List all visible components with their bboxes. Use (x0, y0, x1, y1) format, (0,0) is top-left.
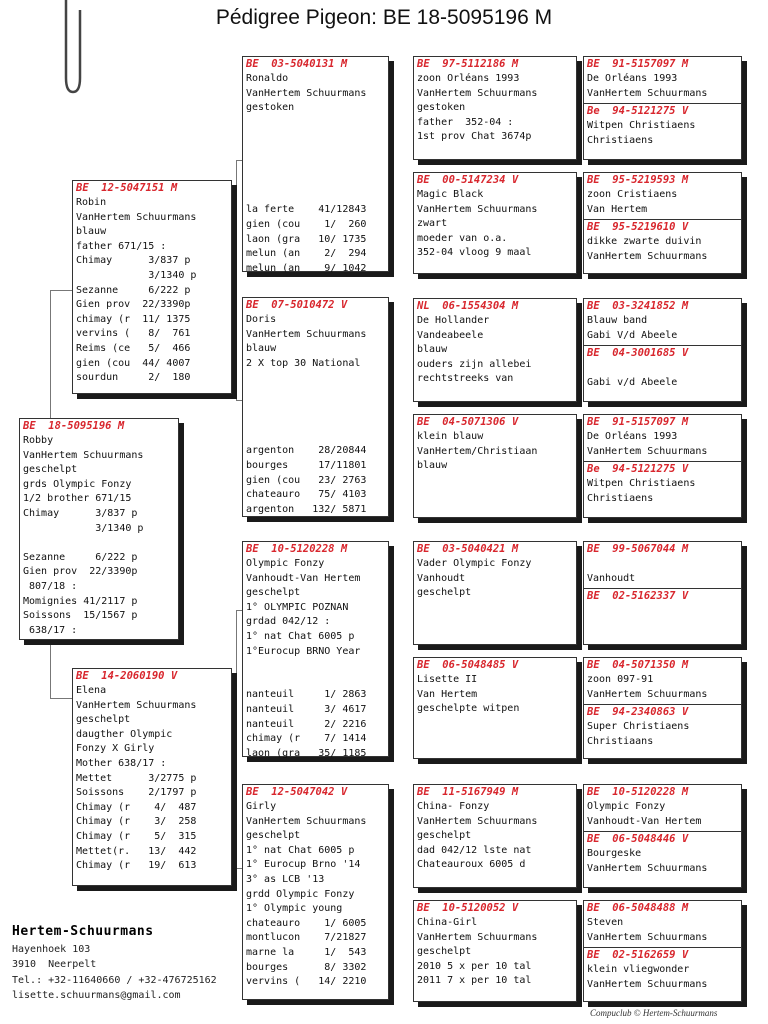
detail-line: Mettet 3/2775 p (76, 772, 197, 784)
detail-line: Christiaans (587, 735, 654, 747)
pigeon-details (584, 314, 741, 343)
detail-line: Robin (76, 197, 107, 208)
detail-line: VanHertem Schuurmans (587, 862, 708, 874)
detail-line: marne la 1/ 543 (246, 946, 367, 958)
detail-line: De Orléans 1993 (587, 431, 678, 442)
detail-line: Girly (246, 801, 277, 812)
detail-line: VanHertem Schuurmans (23, 449, 144, 461)
ring-number: Be 94-5121275 V (587, 105, 689, 118)
detail-line: Chimay 3/837 p (76, 255, 191, 267)
breeder-email[interactable]: lisette.schuurmans@gmail.com (12, 989, 181, 1001)
detail-line (246, 174, 388, 189)
pigeon-details (243, 800, 388, 990)
detail-line: VanHertem Schuurmans (587, 978, 708, 990)
pigeon-details (584, 720, 741, 749)
detail-line: argenton 28/20844 (246, 445, 367, 457)
detail-line: De Orléans 1993 (587, 73, 678, 84)
detail-line: dad 042/12 lste nat (417, 844, 532, 856)
detail-line: bourges 8/ 3302 (246, 961, 367, 973)
detail-line (246, 386, 388, 401)
detail-line: melun (an 9/ 1042 (246, 262, 367, 274)
pigeon-details (243, 313, 388, 517)
detail-line: 807/18 : (23, 580, 78, 592)
ring-number: BE 03-3241852 M (587, 300, 689, 312)
detail-line: Gien prov 22/3390p (76, 299, 191, 311)
detail-line: VanHertem Schuurmans (417, 815, 538, 827)
detail-line (587, 557, 741, 572)
detail-line: geschelpt (246, 587, 301, 599)
detail-line: 1° nat Chat 6005 p (246, 630, 355, 642)
ring-number: BE 04-5071306 V (417, 416, 519, 428)
detail-line: moeder van o.a. (417, 232, 508, 244)
detail-line: melun (an 2/ 294 (246, 248, 367, 260)
detail-line: zoon 097-91 (587, 674, 654, 685)
pigeon-details (584, 557, 741, 586)
detail-line (246, 130, 388, 145)
detail-line: chateauro 1/ 6005 (246, 917, 367, 929)
detail-line: VanHertem Schuurmans (246, 328, 367, 340)
ring-number: BE 97-5112186 M (417, 58, 519, 70)
pigeon-details (414, 800, 576, 873)
detail-line: 1° Eurocup Brno '14 (246, 859, 361, 871)
detail-line (246, 116, 388, 131)
pigeon-pair-3 (583, 298, 742, 402)
pigeon-card-ggp-8 (413, 900, 577, 1002)
detail-line: De Hollander (417, 315, 490, 326)
detail-line: VanHertem Schuurmans (76, 211, 197, 223)
detail-line: gestoken (417, 102, 466, 114)
breeder-phone: Tel.: +32-11640660 / +32-476725162 (12, 974, 217, 986)
pigeon-details (584, 188, 741, 217)
detail-line (246, 674, 388, 689)
pair-divider (584, 461, 741, 506)
detail-line: VanHertem Schuurmans (417, 931, 538, 943)
detail-line: 638/17 : (23, 624, 78, 636)
pigeon-details (584, 119, 741, 148)
detail-line: Lisette II (417, 674, 478, 685)
detail-line: Vanhoudt (587, 572, 636, 584)
pigeon-details (243, 557, 388, 761)
detail-line: geschelpt (417, 587, 472, 599)
pigeon-card-subject (19, 418, 179, 640)
detail-line (246, 189, 388, 204)
detail-line: Chateauroux 6005 d (417, 859, 526, 871)
detail-line: Super Christiaens (587, 721, 690, 733)
detail-line: Chimay (r 5/ 315 (76, 830, 197, 842)
detail-line: Witpen Christiaens (587, 120, 696, 132)
pigeon-pair-2 (583, 172, 742, 274)
pigeon-card-gp-sire-sire (242, 56, 389, 272)
detail-line: sourdun 2/ 180 (76, 372, 191, 384)
detail-line: klein blauw (417, 431, 484, 442)
detail-line: zoon Orléans 1993 (417, 73, 520, 84)
detail-line: 352-04 vloog 9 maal (417, 247, 532, 259)
detail-line: Olympic Fonzy (246, 558, 325, 569)
pigeon-details (584, 72, 741, 101)
detail-line: grdd Olympic Fonzy (246, 888, 355, 900)
detail-line: Reims (ce 5/ 466 (76, 342, 191, 354)
detail-line (246, 371, 388, 386)
pigeon-details (414, 916, 576, 989)
detail-line: zwart (417, 218, 448, 230)
detail-line: Christiaens (587, 492, 654, 504)
ring-number: BE 04-5071350 M (587, 659, 689, 671)
detail-line: father 352-04 : (417, 116, 514, 128)
pigeon-card-gp-dam-sire (242, 541, 389, 757)
detail-line: 2011 7 x per 10 tal (417, 975, 532, 987)
detail-line: daugther Olympic (76, 728, 173, 740)
detail-line: zoon Cristiaens (587, 189, 678, 200)
detail-line: VanHertem Schuurmans (246, 87, 367, 99)
pair-divider (584, 831, 741, 876)
pair-divider (584, 704, 741, 749)
ring-number: BE 03-5040421 M (417, 543, 519, 555)
detail-line: nanteuil 3/ 4617 (246, 703, 367, 715)
detail-line: blauw (417, 344, 448, 356)
ring-number: NL 06-1554304 M (417, 300, 519, 312)
detail-line: geschelpt (23, 464, 78, 476)
ring-number: BE 99-5067044 M (587, 543, 689, 555)
page-title: Pédigree Pigeon: BE 18-5095196 M (215, 6, 553, 29)
pigeon-details (584, 800, 741, 829)
ring-number: BE 12-5047151 M (76, 182, 178, 194)
pair-divider (584, 345, 741, 390)
pigeon-details (73, 684, 231, 874)
detail-line: la ferte 41/12843 (246, 204, 367, 216)
pigeon-card-ggp-4 (413, 414, 577, 518)
detail-line: 1°Eurocup BRNO Year (246, 645, 361, 657)
pigeon-pair-4 (583, 414, 742, 518)
pigeon-details (584, 916, 741, 945)
detail-line: VanHertem Schuurmans (587, 931, 708, 943)
detail-line: 1° OLYMPIC POZNAN (246, 601, 349, 613)
detail-line: klein vliegwonder (587, 964, 690, 976)
ring-number: BE 06-5048485 V (417, 659, 519, 671)
detail-line: grds Olympic Fonzy (23, 478, 132, 490)
detail-line: Ronaldo (246, 73, 289, 84)
detail-line: China-Girl (417, 917, 478, 928)
detail-line: blauw (246, 343, 277, 355)
detail-line (587, 361, 741, 376)
pigeon-pair-7 (583, 784, 742, 888)
pigeon-pair-5 (583, 541, 742, 645)
detail-line: VanHertem Schuurmans (417, 87, 538, 99)
detail-line: bourges 17/11801 (246, 459, 367, 471)
detail-line: 3/1340 p (76, 269, 197, 281)
detail-line: Olympic Fonzy (587, 801, 666, 812)
detail-line: VanHertem Schuurmans (587, 688, 708, 700)
ring-number: BE 95-5219610 V (587, 221, 689, 234)
ring-number: BE 07-5010472 V (246, 299, 348, 311)
detail-line: 1° nat Chat 6005 p (246, 844, 355, 856)
detail-line: gien (cou 44/ 4007 (76, 357, 191, 369)
pigeon-details (414, 430, 576, 474)
breeder-address: Hayenhoek 103 (12, 944, 91, 956)
ring-number: BE 10-5120052 V (417, 902, 519, 914)
detail-line: 3/1340 p (23, 522, 144, 534)
pigeon-details (584, 673, 741, 702)
pigeon-card-gp-dam-dam (242, 784, 389, 1000)
detail-line: geschelpt (246, 830, 301, 842)
ring-number: BE 91-5157097 M (587, 58, 689, 70)
detail-line (246, 659, 388, 674)
pigeon-details (20, 434, 178, 638)
detail-line: Momignies 41/2117 p (23, 595, 138, 607)
paperclip-icon (58, 0, 88, 96)
ring-number: BE 91-5157097 M (587, 416, 689, 428)
detail-line: Witpen Christiaens (587, 478, 696, 490)
detail-line: laon (gra 35/ 1185 (246, 747, 367, 759)
detail-line: Soissons 2/1797 p (76, 787, 197, 799)
pigeon-details (414, 673, 576, 717)
detail-line: Steven (587, 917, 624, 928)
detail-line: Chimay (r 3/ 258 (76, 816, 197, 828)
detail-line: nanteuil 2/ 2216 (246, 718, 367, 730)
pigeon-card-ggp-5 (413, 541, 577, 645)
detail-line: argenton 132/ 5871 (246, 503, 367, 515)
pair-divider (584, 947, 741, 992)
pair-divider (584, 588, 741, 604)
detail-line: ouders zijn allebei (417, 358, 532, 370)
detail-line: Fonzy X Girly (76, 743, 155, 755)
pigeon-card-ggp-7 (413, 784, 577, 888)
detail-line: blauw (76, 226, 107, 238)
connector-dam (50, 638, 73, 699)
pigeon-pair-8 (583, 900, 742, 1002)
detail-line: 1/2 brother 671/15 (23, 493, 132, 505)
pigeon-details (584, 477, 741, 506)
ring-number: BE 12-5047042 V (246, 786, 348, 798)
detail-line: Vanhoudt-Van Hertem (246, 572, 361, 584)
pigeon-details (584, 847, 741, 876)
detail-line: VanHertem Schuurmans (587, 445, 708, 457)
pair-divider (584, 103, 741, 148)
detail-line: Magic Black (417, 189, 484, 200)
detail-line: Gabi V/d Abeele (587, 329, 678, 341)
detail-line: laon (gra 10/ 1735 (246, 233, 367, 245)
detail-line: Chimay (r 4/ 487 (76, 801, 197, 813)
ring-number: BE 04-3001685 V (587, 347, 689, 360)
detail-line: VanHertem Schuurmans (246, 815, 367, 827)
pigeon-pair-6 (583, 657, 742, 759)
connector-sire (50, 290, 73, 419)
detail-line: Robby (23, 435, 54, 446)
detail-line: vervins ( 8/ 761 (76, 328, 191, 340)
detail-line: 2 X top 30 National (246, 357, 361, 369)
detail-line: nanteuil 1/ 2863 (246, 689, 367, 701)
detail-line: dikke zwarte duivin (587, 236, 702, 248)
detail-line: VanHertem Schuurmans (587, 87, 708, 99)
ring-number: BE 06-5048446 V (587, 833, 689, 846)
detail-line (246, 430, 388, 445)
pigeon-card-ggp-1 (413, 56, 577, 160)
ring-number: BE 11-5167949 M (417, 786, 519, 798)
footer-credit: Compuclub © Hertem-Schuurmans (590, 1008, 718, 1018)
detail-line: grdad 042/12 : (246, 616, 331, 628)
pigeon-card-dam (72, 668, 232, 886)
detail-line: chateauro 75/ 4103 (246, 489, 367, 501)
pair-divider (584, 219, 741, 264)
detail-line: montlucon 7/21827 (246, 932, 367, 944)
detail-line: gestoken (246, 102, 295, 114)
detail-line: Sezanne 6/222 p (76, 284, 191, 296)
detail-line: Vandeabeele (417, 329, 484, 341)
detail-line: Soissons 15/1567 p (23, 610, 138, 622)
pigeon-pair-1 (583, 56, 742, 160)
detail-line: VanHertem Schuurmans (76, 699, 197, 711)
detail-line: 3° as LCB '13 (246, 873, 325, 885)
ring-number: BE 02-5162659 V (587, 949, 689, 962)
detail-line (23, 536, 178, 551)
pigeon-details (243, 72, 388, 276)
ring-number: BE 10-5120228 M (587, 786, 689, 798)
detail-line: Gabi v/d Abeele (587, 376, 678, 388)
pigeon-details (584, 430, 741, 459)
breeder-info (12, 924, 217, 1003)
breeder-city: 3910 Neerpelt (12, 959, 97, 971)
ring-number: BE 10-5120228 M (246, 543, 348, 555)
detail-line: gien (cou 1/ 260 (246, 218, 367, 230)
pigeon-details (414, 72, 576, 145)
detail-line: Chimay 3/837 p (23, 507, 138, 519)
detail-line: China- Fonzy (417, 801, 490, 812)
ring-number: BE 02-5162337 V (587, 590, 689, 603)
detail-line: Vanhoudt (417, 572, 466, 584)
detail-line: rechtstreeks van (417, 373, 514, 385)
detail-line: VanHertem Schuurmans (417, 203, 538, 215)
ring-number: BE 03-5040131 M (246, 58, 348, 70)
detail-line: Vanhoudt-Van Hertem (587, 815, 702, 827)
ring-number: BE 94-2340863 V (587, 706, 689, 719)
detail-line: vervins ( 14/ 2210 (246, 976, 367, 988)
detail-line: Christiaens (587, 134, 654, 146)
detail-line: Doris (246, 314, 277, 325)
detail-line: Sezanne 6/222 p (23, 551, 138, 563)
detail-line: Vader Olympic Fonzy (417, 558, 532, 569)
ring-number: BE 95-5219593 M (587, 174, 689, 186)
detail-line: geschelpt (417, 830, 472, 842)
detail-line: 1st prov Chat 3674p (417, 131, 532, 143)
detail-line: VanHertem Schuurmans (587, 250, 708, 262)
detail-line: Bourgeske (587, 848, 642, 860)
detail-line: Gien prov 22/3390p (23, 566, 138, 578)
detail-line: VanHertem/Christiaan (417, 445, 538, 457)
pigeon-details (414, 188, 576, 261)
ring-number: Be 94-5121275 V (587, 463, 689, 476)
breeder-name: Hertem-Schuurmans (12, 924, 154, 939)
pigeon-card-ggp-6 (413, 657, 577, 759)
detail-line: geschelpt (417, 946, 472, 958)
detail-line: chimay (r 11/ 1375 (76, 313, 191, 325)
detail-line (246, 401, 388, 416)
ring-number: BE 00-5147234 V (417, 174, 519, 186)
detail-line: geschelpte witpen (417, 703, 520, 715)
pigeon-details (73, 196, 231, 386)
detail-line: Blauw band (587, 315, 648, 326)
detail-line: father 671/15 : (76, 240, 167, 252)
detail-line (246, 145, 388, 160)
pigeon-card-ggp-3 (413, 298, 577, 402)
detail-line: Van Hertem (417, 688, 478, 700)
detail-line: Mettet(r. 13/ 442 (76, 845, 197, 857)
detail-line: 2010 5 x per 10 tal (417, 960, 532, 972)
detail-line: gien (cou 23/ 2763 (246, 474, 367, 486)
pigeon-details (584, 235, 741, 264)
pigeon-card-gp-sire-dam (242, 297, 389, 517)
pigeon-details (584, 963, 741, 992)
detail-line: Chimay (r 19/ 613 (76, 860, 197, 872)
ring-number: BE 18-5095196 M (23, 420, 125, 432)
detail-line: chimay (r 7/ 1414 (246, 733, 367, 745)
detail-line: Van Hertem (587, 203, 648, 215)
detail-line: Mother 638/17 : (76, 757, 167, 769)
pigeon-details (414, 557, 576, 601)
detail-line (246, 160, 388, 175)
pigeon-card-sire (72, 180, 232, 394)
ring-number: BE 06-5048488 M (587, 902, 689, 914)
pigeon-details (584, 361, 741, 390)
detail-line: Elena (76, 685, 107, 696)
detail-line: blauw (417, 460, 448, 472)
ring-number: BE 14-2060190 V (76, 670, 178, 682)
pigeon-card-ggp-2 (413, 172, 577, 274)
pigeon-details (414, 314, 576, 387)
detail-line: geschelpt (76, 714, 131, 726)
detail-line: 1° Olympic young (246, 903, 343, 915)
detail-line (246, 415, 388, 430)
